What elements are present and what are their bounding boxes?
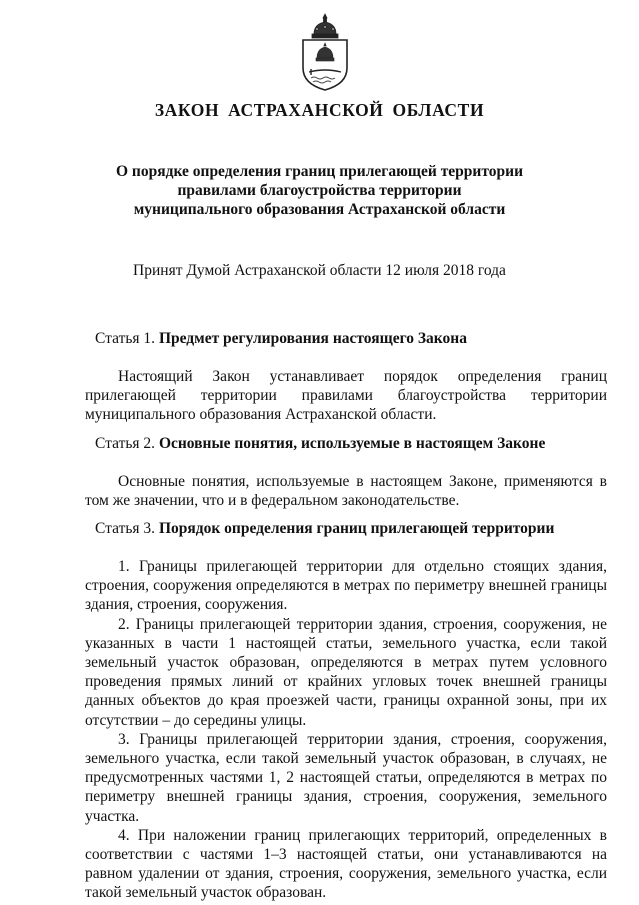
article-1-heading [95, 330, 467, 348]
subtitle-line: муниципального образования Астраханской области [133, 201, 506, 218]
article-paragraph: 2. Границы прилегающей территории здания, строения, сооружения, не указанных в части 1 настоящей статьи, земельного участка, если такой земельный участок образован, определяются в метрах путем условного проведения прямых линий от крайних угловых точек внешней границы данных объектов до края проезжей части, границы охранной зоны, при их отсутствии – до середины улицы. [85, 615, 607, 729]
article-number: Статья 1. [95, 330, 156, 347]
article-title: Порядок определения границ прилегающей территории [158, 520, 555, 537]
law-title: ЗАКОН АСТРАХАНСКОЙ ОБЛАСТИ [154, 100, 485, 120]
article-title: Предмет регулирования настоящего Закона [158, 330, 467, 347]
article-paragraph: 3. Границы прилегающей территории здания, строения, сооружения, земельного участка, если такой земельный участок образован, в случаях, не предусмотренных частями 1, 2 настоящей статьи, определяются в метрах по периметру внешней границы здания, строения, сооружения, земельного участка. [85, 730, 607, 825]
article-number: Статья 2. [95, 435, 156, 452]
adoption-note: Принят Думой Астраханской области 12 июля 2018 года [133, 262, 506, 279]
article-paragraph: Настоящий Закон устанавливает порядок определения границ прилегающей территории правилами благоустройства территории муниципального образования Астраханской области. [85, 368, 607, 424]
subtitle-line: правилами благоустройства территории [177, 182, 462, 199]
article-1-body [85, 367, 607, 425]
article-2-heading [95, 435, 545, 453]
article-paragraph: Основные понятия, используемые в настоящем Законе, применяются в том же значении, что и в федеральном законодательстве. [85, 473, 607, 510]
article-title: Основные понятия, используемые в настоящем Законе [158, 435, 546, 452]
article-2-body [85, 472, 607, 510]
article-3-heading [95, 520, 554, 538]
astrakhan-coat-of-arms-icon [295, 12, 355, 92]
article-number: Статья 3. [95, 520, 156, 537]
subtitle-line: О порядке определения границ прилегающей территории [116, 163, 523, 180]
article-paragraph: 4. При наложении границ прилегающих территорий, определенных в соответствии с частями 1–3 настоящей статьи, они устанавливаются на равном удалении от здания, строения, сооружения, земельного участка, если такой земельный участок образован. [85, 826, 607, 902]
article-paragraph: 1. Границы прилегающей территории для отдельно стоящих здания, строения, сооружения определяются в метрах по периметру внешней границы здания, строения, сооружения. [85, 558, 607, 614]
article-3-body [85, 557, 607, 903]
law-subtitle [40, 162, 599, 219]
